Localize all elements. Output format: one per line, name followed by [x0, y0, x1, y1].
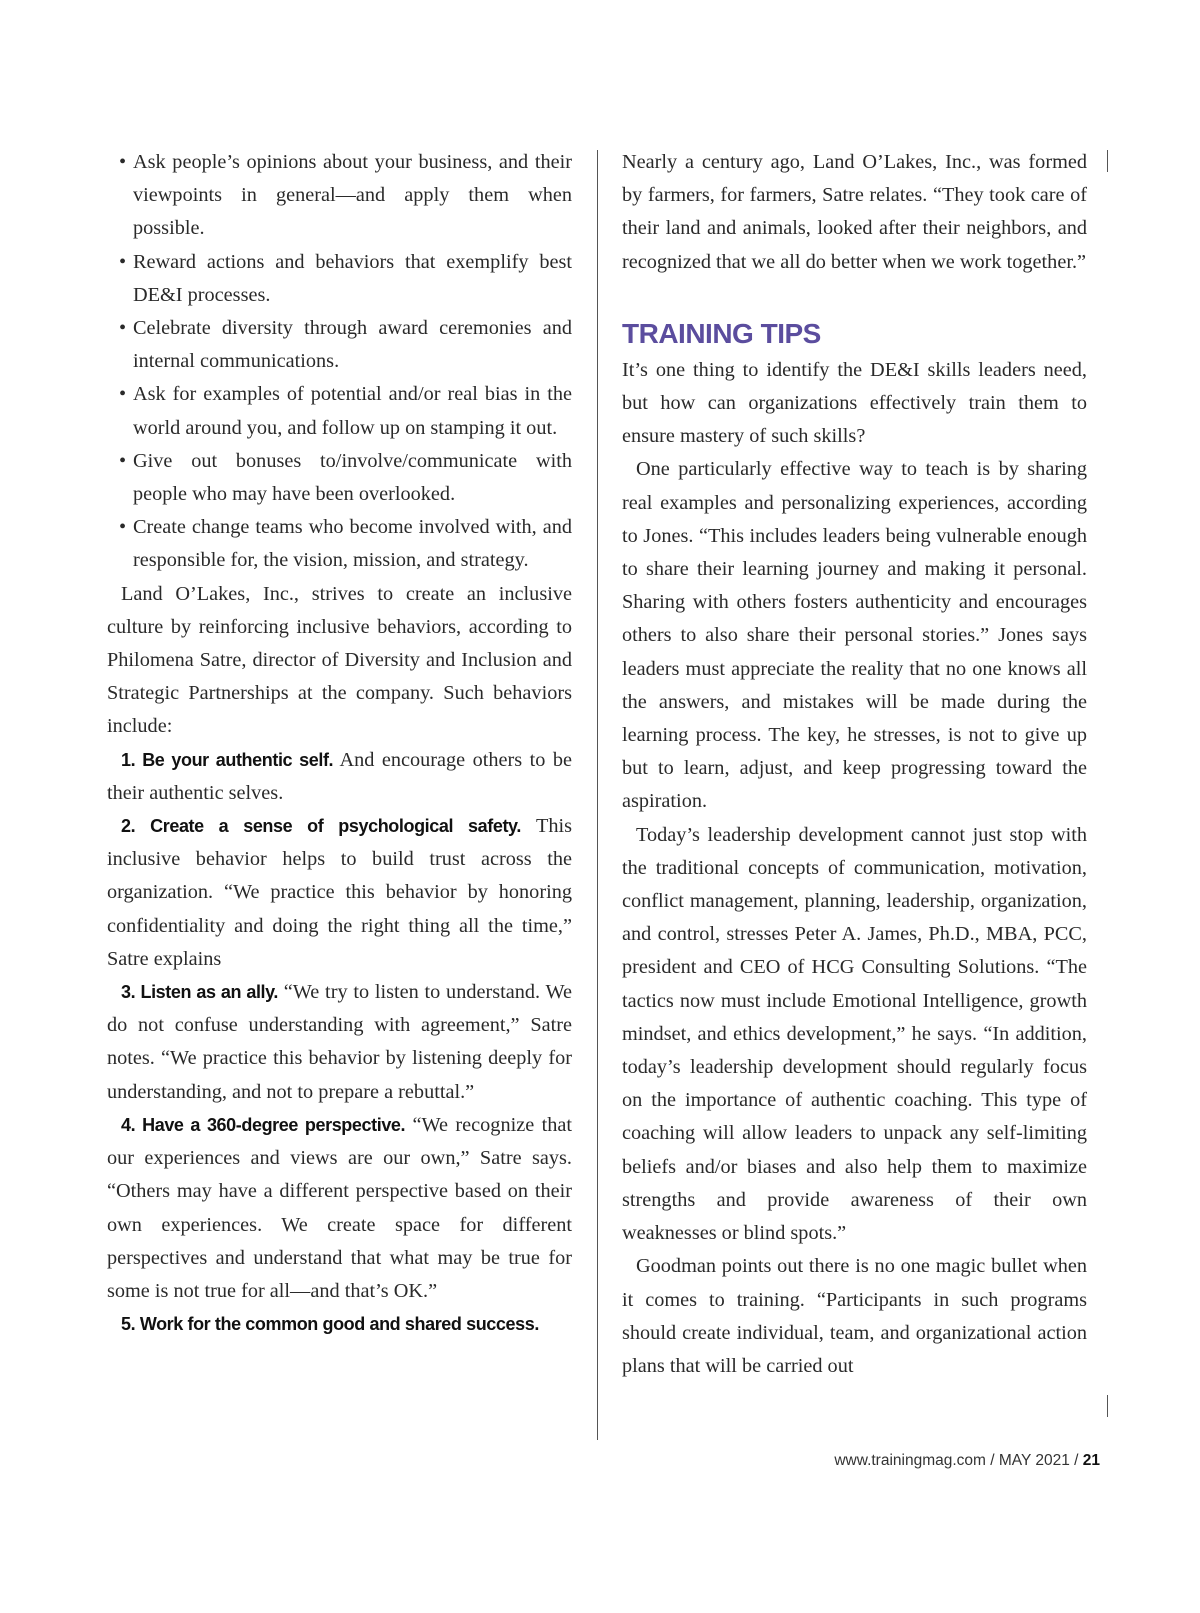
behavior-lead: 3. Listen as an ally. [121, 982, 279, 1003]
body-paragraph: It’s one thing to identify the DE&I skills leaders need, but how can organizations effectively train them to ensure mastery of such skills? [622, 358, 1087, 448]
body-paragraph: Goodman points out there is no one magic bullet when it comes to training. “Participants in such programs should create individual, team, and organizational action plans that will be carried out [622, 1255, 1087, 1377]
behavior-text: And encourage others to be their authentic selves. [107, 748, 572, 804]
footer-separator: / [1069, 1452, 1083, 1469]
footer-issue: MAY 2021 [998, 1452, 1070, 1469]
bullet-item: • Give out bonuses to/involve/communicate with people who may have been overlooked. [107, 445, 572, 511]
bullet-dot-icon: • [119, 151, 127, 173]
behavior-item-1 [107, 744, 572, 810]
bullet-list [107, 146, 572, 578]
bullet-dot-icon: • [119, 516, 127, 539]
behavior-text: “We try to listen to understand. We do not confuse understanding with agreement,” Satre notes. “We practice this behavior by listening deeply for understanding, and not to prepare a rebuttal.” [107, 981, 573, 1103]
page-footer [834, 1452, 1100, 1470]
bullet-item: • Reward actions and behaviors that exemplify best DE&I processes. [107, 246, 572, 312]
page-number: 21 [1082, 1452, 1100, 1469]
behavior-lead: 5. Work for the common good and shared success. [121, 1314, 539, 1335]
right-margin-rule [1107, 1395, 1108, 1417]
column-divider [597, 150, 598, 1440]
bullet-item: • Ask for examples of potential and/or real bias in the world around you, and follow up on stamping it out. [107, 378, 572, 444]
left-column [107, 146, 572, 1341]
bullet-dot-icon: • [119, 250, 127, 273]
behavior-text: This inclusive behavior helps to build trust across the organization. “We practice this behavior by honoring confidentiality and doing the right thing all the time,” Satre explains [107, 815, 572, 970]
behavior-text: “We recognize that our experiences and views are our own,” Satre says. “Others may have a different perspective based on their own experiences. We create space for different perspectives and understand that what may be true for some is not true for all—and that’s OK.” [107, 1113, 573, 1302]
section-heading: TRAINING TIPS [622, 317, 821, 349]
body-paragraph: One particularly effective way to teach is by sharing real examples and personalizing experiences, according to Jones. “This includes leaders being vulnerable enough to share their learning journey and making it personal. Sharing with others fosters authenticity and encourages others to also share their personal stories.” Jones says leaders must appreciate the reality that no one knows all the answers, and mistakes will be made during the learning process. The key, he stresses, is not to give up but to learn, adjust, and keep progressing toward the aspiration. [622, 458, 1087, 813]
behavior-item-5 [107, 1308, 572, 1341]
intro-paragraph: Land O’Lakes, Inc., strives to create an inclusive culture by reinforcing inclusive behaviors, according to Philomena Satre, director of Diversity and Inclusion and Strategic Partnerships at the company. Such behaviors include: [107, 582, 572, 738]
right-margin-rule [1107, 150, 1108, 172]
behavior-lead: 4. Have a 360-degree perspective. [121, 1114, 406, 1135]
opening-paragraph: Nearly a century ago, Land O’Lakes, Inc., was formed by farmers, for farmers, Satre relates. “They took care of their land and animals, looked after their neighbors, and recognized that we all do better when we work together.” [622, 151, 1087, 273]
behavior-item-4 [107, 1109, 572, 1308]
bullet-dot-icon: • [119, 383, 127, 406]
footer-separator: / [985, 1452, 999, 1469]
right-column [622, 146, 1087, 1383]
bullet-item: • Create change teams who become involved with, and responsible for, the vision, mission, and strategy. [107, 511, 572, 577]
bullet-item: • Celebrate diversity through award ceremonies and internal communications. [107, 312, 572, 378]
footer-site-link[interactable]: www.trainingmag.com [834, 1452, 986, 1469]
behavior-lead: 2. Create a sense of psychological safety. [121, 816, 521, 837]
bullet-dot-icon: • [119, 449, 127, 472]
body-paragraph: Today’s leadership development cannot just stop with the traditional concepts of communication, motivation, conflict management, planning, leadership, organization, and control, stresses Peter A. James, Ph.D., MBA, PCC, president and CEO of HCG Consulting Solutions. “The tactics now must include Emotional Intelligence, growth mindset, and ethics development,” he says. “In addition, today’s leadership development should regularly focus on the importance of authentic coaching. This type of coaching will allow leaders to unpack any self-limiting beliefs and/or biases and also help them to maximize strengths and provide awareness of their own weaknesses or blind spots.” [622, 823, 1087, 1245]
bullet-dot-icon: • [119, 317, 127, 340]
behavior-lead: 1. Be your authentic self. [121, 749, 334, 770]
behavior-item-2 [107, 810, 572, 976]
bullet-item: • Ask people’s opinions about your business, and their viewpoints in general—and apply them when possible. [107, 146, 572, 246]
behavior-item-3 [107, 976, 572, 1109]
